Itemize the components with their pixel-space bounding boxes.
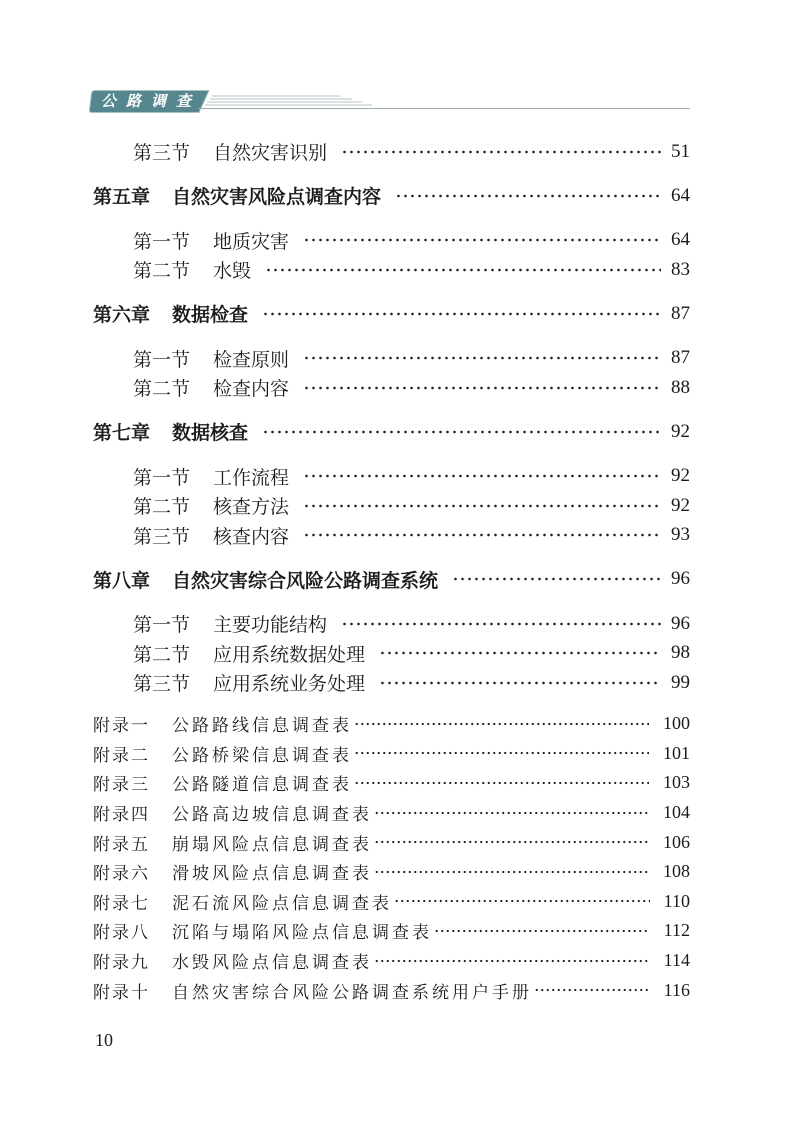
dot-leader: [341, 620, 661, 628]
page-ref: 64: [671, 184, 690, 206]
section-title: 检查内容: [213, 378, 290, 401]
section-title: 地质灾害: [213, 230, 290, 253]
dot-leader: [394, 897, 650, 905]
toc-section-entry: [93, 639, 690, 669]
page-ref: 83: [671, 258, 690, 280]
header-stripes: [205, 96, 372, 105]
page-ref: 96: [671, 568, 690, 590]
section-title: 应用系统数据处理: [213, 643, 366, 666]
dot-leader: [262, 428, 661, 436]
toc-appendix-entry: [93, 768, 690, 798]
section-title: 核查方法: [213, 496, 290, 519]
page-ref: 93: [671, 524, 690, 546]
section-label: 第三节: [133, 525, 191, 548]
dot-leader: [262, 310, 661, 318]
toc-section-entry: [93, 521, 690, 551]
page-ref: 96: [671, 612, 690, 634]
toc-section-entry: [93, 344, 690, 374]
dot-leader: [374, 957, 650, 965]
section-label: 第二节: [133, 260, 191, 283]
page-ref: 64: [671, 229, 690, 251]
page-ref: 104: [663, 802, 690, 823]
appendix-title: 公路隧道信息调查表: [172, 775, 352, 796]
appendix-label: 附录九: [93, 953, 150, 974]
toc-section-entry: [93, 137, 690, 167]
section-label: 第二节: [133, 496, 191, 519]
dot-leader: [379, 679, 661, 687]
dot-leader: [303, 502, 661, 510]
dot-leader: [354, 779, 649, 787]
dot-leader: [303, 236, 661, 244]
toc-section-entry: [93, 668, 690, 698]
appendix-label: 附录十: [93, 982, 150, 1003]
toc-appendix-entry: [93, 709, 690, 739]
page-ref: 88: [671, 376, 690, 398]
toc-appendix-entry: [93, 857, 690, 887]
appendix-title: 崩塌风险点信息调查表: [172, 834, 372, 855]
section-title: 自然灾害识别: [213, 142, 328, 165]
toc-chapter-entry: [93, 565, 690, 595]
page-ref: 99: [671, 671, 690, 693]
section-label: 第三节: [133, 673, 191, 696]
page-ref: 87: [671, 302, 690, 324]
page-ref: 108: [663, 861, 690, 882]
toc-appendix-entry: [93, 946, 690, 976]
chapter-label: 第八章: [93, 569, 151, 592]
section-label: 第二节: [133, 378, 191, 401]
section-title: 核查内容: [213, 525, 290, 548]
appendix-label: 附录二: [93, 745, 150, 766]
page-ref: 110: [663, 890, 690, 911]
chapter-title: 数据检查: [172, 304, 249, 327]
chapter-label: 第七章: [93, 422, 151, 445]
dot-leader: [303, 531, 661, 539]
dot-leader: [265, 266, 661, 274]
header-title: 公路调查: [101, 92, 202, 110]
section-label: 第一节: [133, 466, 191, 489]
toc-section-entry: [93, 255, 690, 285]
appendix-label: 附录七: [93, 893, 150, 914]
toc-appendix-entry: [93, 975, 690, 1005]
toc-appendix-entry: [93, 827, 690, 857]
page-ref: 106: [663, 831, 690, 852]
dot-leader: [534, 986, 650, 994]
dot-leader: [303, 384, 661, 392]
chapter-label: 第五章: [93, 186, 151, 209]
page-ref: 87: [671, 347, 690, 369]
toc-section-entry: [93, 609, 690, 639]
chapter-label: 第六章: [93, 304, 151, 327]
section-label: 第三节: [133, 142, 191, 165]
chapter-group: [93, 417, 690, 550]
appendix-title: 滑坡风险点信息调查表: [172, 864, 372, 885]
page-ref: 92: [671, 494, 690, 516]
page-ref: 112: [663, 920, 690, 941]
page-ref: 101: [663, 742, 690, 763]
toc-section-entry: [93, 462, 690, 492]
chapter-title: 数据核查: [172, 422, 249, 445]
appendix-title: 泥石流风险点信息调查表: [172, 893, 392, 914]
appendix-label: 附录一: [93, 716, 150, 737]
section-title: 工作流程: [213, 466, 290, 489]
page-ref: 98: [671, 642, 690, 664]
appendix-title: 沉陷与塌陷风险点信息调查表: [172, 923, 432, 944]
dot-leader: [374, 868, 649, 876]
toc-chapter-entry: [93, 181, 690, 211]
dot-leader: [354, 749, 649, 757]
toc-section-entry: [93, 226, 690, 256]
chapter-title: 自然灾害风险点调查内容: [172, 186, 382, 209]
appendix-label: 附录三: [93, 775, 150, 796]
running-header: [0, 0, 800, 130]
toc-appendix-entry: [93, 739, 690, 769]
dot-leader: [374, 809, 649, 817]
appendix-title: 水毁风险点信息调查表: [172, 953, 372, 974]
section-title: 水毁: [213, 260, 252, 283]
chapter-group: [93, 181, 690, 285]
page-ref: 103: [663, 772, 690, 793]
toc-section-entry: [93, 491, 690, 521]
appendix-title: 公路高边坡信息调查表: [172, 805, 372, 826]
toc-chapter-entry: [93, 417, 690, 447]
dot-leader: [341, 148, 661, 156]
chapter-title: 自然灾害综合风险公路调查系统: [172, 569, 439, 592]
page-ref: 92: [671, 420, 690, 442]
page-ref: 114: [663, 950, 690, 971]
section-title: 应用系统业务处理: [213, 673, 366, 696]
appendix-label: 附录五: [93, 834, 150, 855]
page-ref: 51: [671, 140, 690, 162]
dot-leader: [379, 649, 661, 657]
appendix-label: 附录四: [93, 805, 150, 826]
appendix-label: 附录八: [93, 923, 150, 944]
appendix-title: 自然灾害综合风险公路调查系统用户手册: [172, 982, 532, 1003]
section-title: 检查原则: [213, 348, 290, 371]
toc-appendix-entry: [93, 916, 690, 946]
toc-section-entry: [93, 373, 690, 403]
dot-leader: [434, 927, 650, 935]
appendix-title: 公路桥梁信息调查表: [172, 745, 352, 766]
toc-appendix-entry: [93, 887, 690, 917]
appendix-label: 附录六: [93, 864, 150, 885]
dot-leader: [395, 192, 661, 200]
section-label: 第一节: [133, 614, 191, 637]
page-number: 10: [95, 1030, 113, 1050]
dot-leader: [452, 575, 661, 583]
page-ref: 116: [663, 979, 690, 1000]
section-title: 主要功能结构: [213, 614, 328, 637]
section-label: 第二节: [133, 643, 191, 666]
page-ref: 100: [663, 713, 690, 734]
appendix-list: [93, 709, 690, 1005]
chapter-group: [93, 565, 690, 698]
dot-leader: [354, 720, 649, 728]
section-label: 第一节: [133, 230, 191, 253]
appendix-title: 公路路线信息调查表: [172, 716, 352, 737]
dot-leader: [303, 472, 661, 480]
page-ref: 92: [671, 465, 690, 487]
dot-leader: [303, 354, 661, 362]
section-label: 第一节: [133, 348, 191, 371]
toc-appendix-entry: [93, 798, 690, 828]
chapter-group: [93, 299, 690, 403]
toc-chapter-entry: [93, 299, 690, 329]
dot-leader: [374, 838, 649, 846]
table-of-contents: [93, 137, 690, 1005]
